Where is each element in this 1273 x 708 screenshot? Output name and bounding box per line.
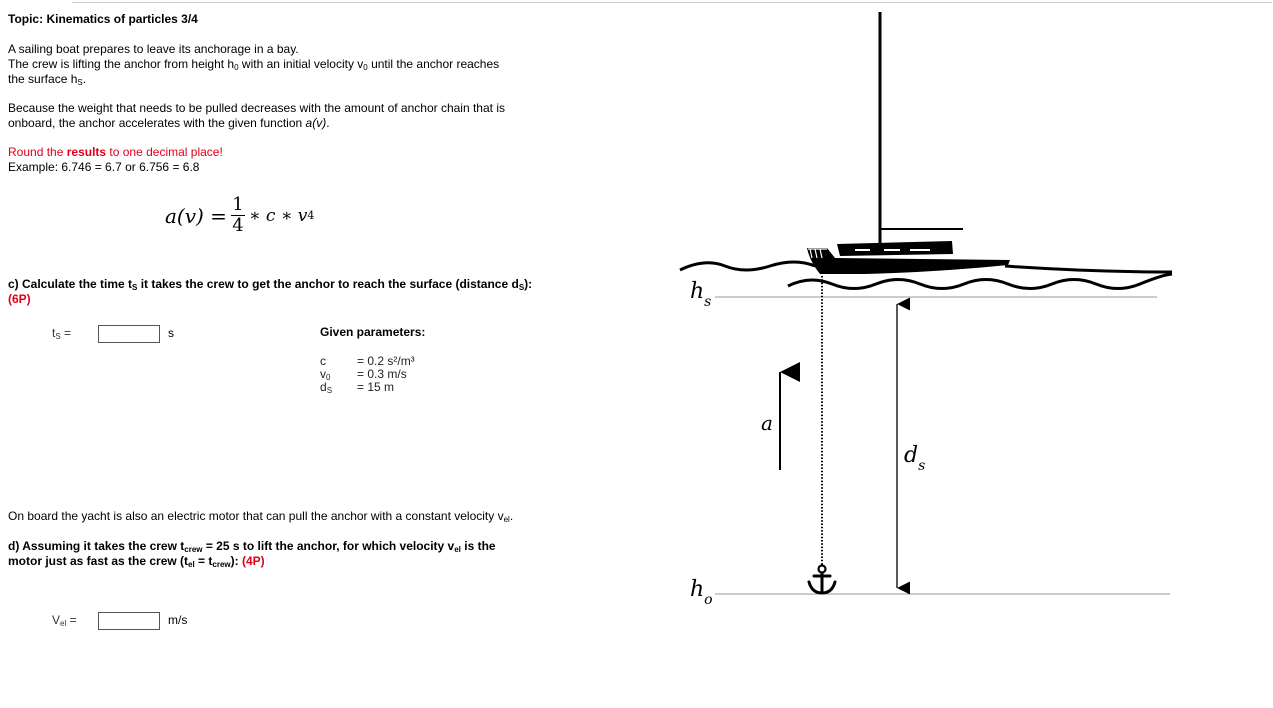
label-a: a xyxy=(761,411,773,435)
given-parameters-title: Given parameters: xyxy=(320,325,426,339)
label-ds: $d_s$ xyxy=(904,443,926,474)
anchor-diagram xyxy=(670,0,1190,620)
answer-c-label: $t_S$ = xyxy=(52,326,72,341)
param-v0: $v_0$ = 0.3 m/s xyxy=(320,367,407,382)
label-hs: $h_s$ xyxy=(690,279,712,310)
answer-c-unit: s xyxy=(168,326,174,340)
formula-fraction: $\frac{1}{4}$ xyxy=(232,194,244,236)
intro-line-3: the surface $h_S$. xyxy=(8,72,87,87)
answer-d-label: $V_{el}$ = xyxy=(52,613,77,628)
question-c-points: (6P) xyxy=(8,292,31,306)
intro-line-2: The crew is lifting the anchor from height $h_0$ with an initial velocity $v_0$ until the anchor reaches xyxy=(8,57,500,72)
answer-ts-input[interactable] xyxy=(98,325,160,343)
answer-d-unit: m/s xyxy=(168,613,188,627)
param-c: c = 0.2 s²/m³ xyxy=(320,354,415,368)
question-d: d) Assuming it takes the crew $t_{crew} = 25$ s to lift the anchor, for which velocity $v_{el}$ is the motor just as fast as the crew $(t_{el} = t_{crew})$: (4P) xyxy=(8,539,496,569)
question-d-points: (4P) xyxy=(241,554,265,568)
weight-line-2: onboard, the anchor accelerates with the given function a(v). xyxy=(8,116,330,130)
answer-vel-input[interactable] xyxy=(98,612,160,630)
topic-title: Topic: Kinematics of particles 3/4 xyxy=(8,12,198,26)
anchor-icon xyxy=(809,566,835,594)
weight-paragraph xyxy=(8,101,588,131)
rounding-note xyxy=(8,145,223,175)
given-parameters-list xyxy=(320,355,415,394)
motor-paragraph: On board the yacht is also an electric motor that can pull the anchor with a constant velocity $v_{el}$. xyxy=(8,509,514,524)
wave-line-right xyxy=(1005,266,1172,272)
label-ho: $h_o$ xyxy=(690,577,713,608)
acceleration-formula: a(v) = $\frac{1}{4}$ ∗ c ∗ v 4 xyxy=(165,194,315,236)
param-ds: $d_S$ = 15 m xyxy=(320,380,395,395)
weight-line-1: Because the weight that needs to be pulled decreases with the amount of anchor chain that is xyxy=(8,101,505,115)
question-c: c) Calculate the time $t_S$ it takes the crew to get the anchor to reach the surface (distance $d_S$): (6P) xyxy=(8,277,608,307)
intro-line-1: A sailing boat prepares to leave its anchorage in a bay. xyxy=(8,42,299,56)
sailboat-icon xyxy=(807,12,1010,274)
rounding-instruction: Round the results to one decimal place! xyxy=(8,145,223,159)
intro-paragraph xyxy=(8,42,568,87)
rounding-example: Example: 6.746 = 6.7 or 6.756 = 6.8 xyxy=(8,160,200,174)
